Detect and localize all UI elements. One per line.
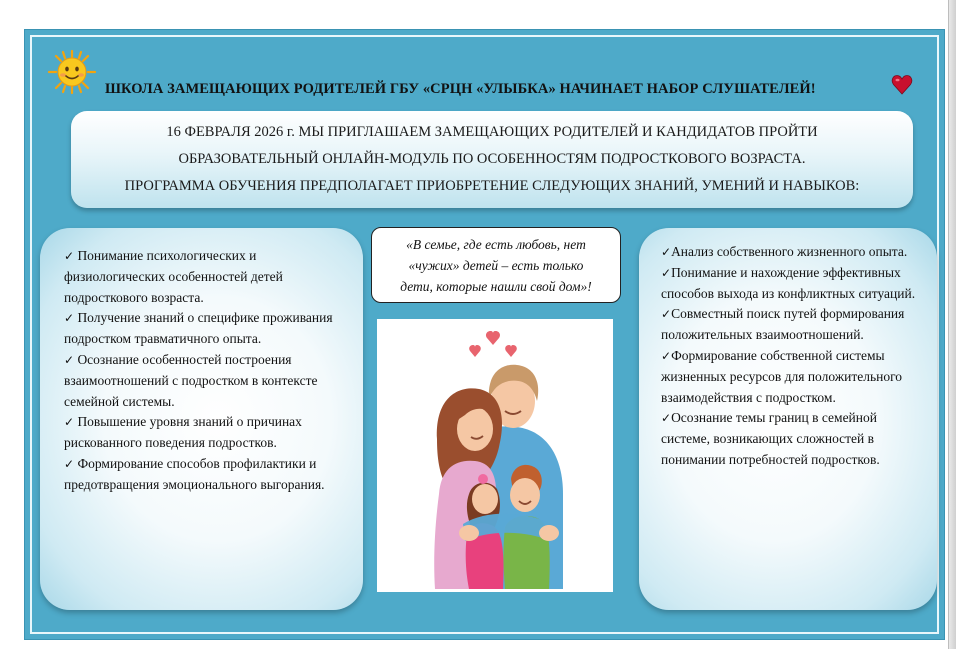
intro-box [71, 111, 913, 208]
intro-line-3: ПРОГРАММА ОБУЧЕНИЯ ПРЕДПОЛАГАЕТ ПРИОБРЕТЕНИЕ СЛЕДУЮЩИХ ЗНАНИЙ, УМЕНИЙ И НАВЫКОВ: [124, 178, 860, 194]
check-icon: ✓ [64, 311, 75, 326]
poster [24, 29, 945, 640]
heart-icon [891, 74, 913, 96]
quote-box [371, 227, 621, 303]
skills-panel-right [639, 228, 937, 610]
list-item: ✓ Понимание психологических и физиологических особенностей детей подросткового возраста. [64, 248, 283, 305]
check-icon: ✓ [661, 307, 672, 322]
intro-line-1: 16 ФЕВРАЛЯ 2026 г. МЫ ПРИГЛАШАЕМ ЗАМЕЩАЮЩИХ РОДИТЕЛЕЙ И КАНДИДАТОВ ПРОЙТИ [166, 124, 818, 140]
family-hug-icon [377, 319, 613, 592]
list-item: ✓ Осознание особенностей построения взаимоотношений с подростком в контексте семейной системы. [64, 351, 318, 409]
check-icon: ✓ [64, 456, 75, 471]
list-item: ✓ Повышение уровня знаний о причинах рискованного поведения подростков. [64, 414, 302, 451]
sun-icon [46, 49, 98, 95]
check-icon: ✓ [64, 249, 75, 263]
poster-title: ШКОЛА ЗАМЕЩАЮЩИХ РОДИТЕЛЕЙ ГБУ «СРЦН «УЛЫБКА» НАЧИНАЕТ НАБОР СЛУШАТЕЛЕЙ! [105, 81, 816, 97]
check-icon: ✓ [661, 411, 672, 426]
check-icon: ✓ [64, 352, 75, 367]
check-icon: ✓ [64, 415, 75, 430]
list-item: ✓Анализ собственного жизненного опыта. [661, 244, 908, 259]
quote-line-2: «чужих» детей – есть только [408, 258, 584, 273]
list-item: ✓ Формирование способов профилактики и предотвращения эмоционального выгорания. [64, 455, 325, 492]
list-item: ✓Совместный поиск путей формирования положительных взаимоотношений. [661, 306, 905, 343]
skills-panel-left [40, 228, 363, 610]
list-item: ✓Понимание и нахождение эффективных способов выхода из конфликтных ситуаций. [661, 264, 916, 301]
list-item: ✓ Получение знаний о специфике проживания подростком травматичного опыта. [64, 310, 333, 347]
check-icon: ✓ [661, 245, 672, 259]
quote-line-1: «В семье, где есть любовь, нет [406, 237, 586, 252]
family-hug-illustration [377, 319, 613, 592]
list-item: ✓Осознание темы границ в семейной системе, возникающих сложностей в понимании потребностей подростков. [661, 410, 880, 467]
window-edge [948, 0, 956, 649]
intro-line-2: ОБРАЗОВАТЕЛЬНЫЙ ОНЛАЙН-МОДУЛЬ ПО ОСОБЕННОСТЯМ ПОДРОСТКОВОГО ВОЗРАСТА. [178, 151, 806, 167]
check-icon: ✓ [661, 265, 672, 280]
quote-line-3: дети, которые нашли свой дом»! [400, 279, 592, 294]
list-item: ✓Формирование собственной системы жизненных ресурсов для положительного взаимодействия с подростком. [661, 347, 903, 405]
check-icon: ✓ [661, 348, 672, 363]
